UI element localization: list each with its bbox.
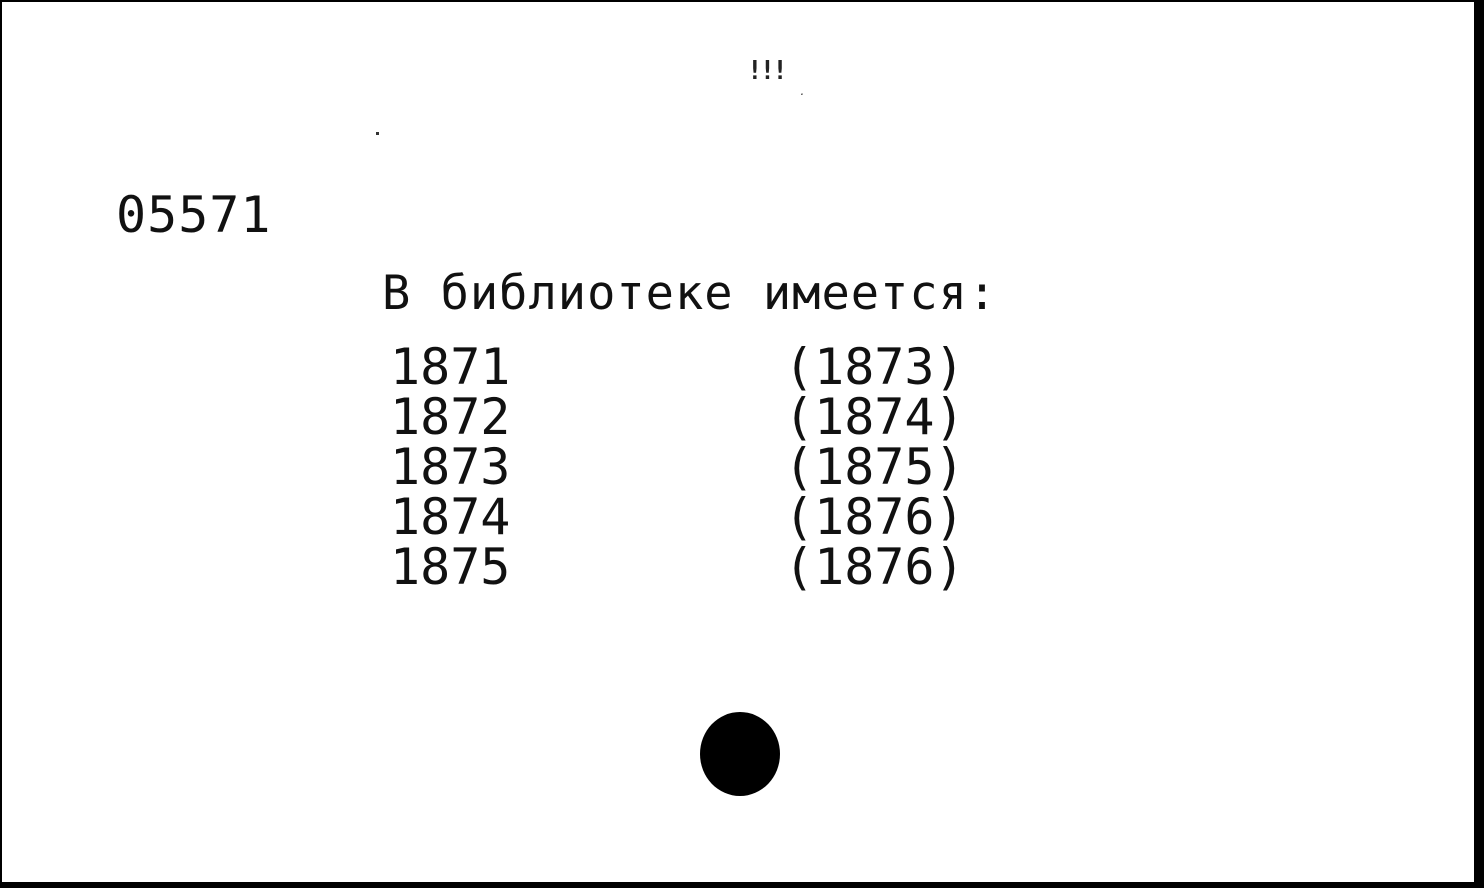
catalog-card: [2, 2, 1474, 882]
stamp-mark-sub: .: [800, 84, 804, 98]
punch-hole: [700, 712, 780, 796]
year-entry: 1871: [390, 338, 511, 396]
parenthesized-year-entry: (1876): [784, 538, 965, 596]
scan-border-right: [1476, 0, 1484, 888]
call-number: 05571: [116, 186, 272, 244]
parenthesized-year-entry: (1875): [784, 438, 965, 496]
years-column: [390, 338, 511, 596]
year-entry: 1874: [390, 488, 511, 546]
parenthesized-year-entry: (1874): [784, 388, 965, 446]
parenthesized-year-entry: (1876): [784, 488, 965, 546]
parenthesized-years-column: [784, 338, 965, 596]
stamp-mark: !!!: [747, 56, 785, 86]
year-entry: 1872: [390, 388, 511, 446]
year-entry: 1875: [390, 538, 511, 596]
parenthesized-year-entry: (1873): [784, 338, 965, 396]
paper-speck: [376, 132, 379, 135]
year-entry: 1873: [390, 438, 511, 496]
holdings-title: В библиотеке имеется:: [382, 266, 998, 321]
